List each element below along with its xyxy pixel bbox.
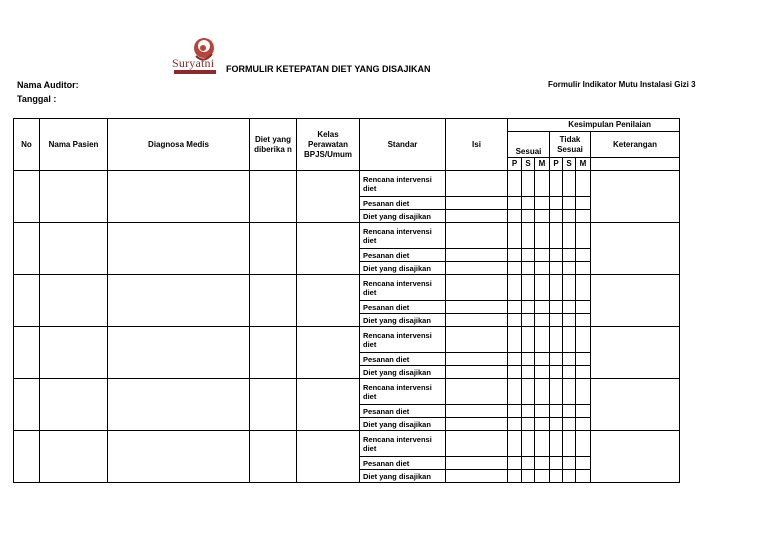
sesuai-m-cell[interactable] [535,249,550,262]
isi-cell[interactable] [446,353,508,366]
header-m: M [535,158,550,171]
sesuai-s-cell[interactable] [522,275,535,301]
sesuai-p-cell[interactable] [508,301,522,314]
header-p: P [508,158,522,171]
tidak-m-cell[interactable] [576,327,591,353]
tidak-s-cell[interactable] [563,210,576,223]
sesuai-p-cell[interactable] [508,405,522,418]
tidak-p-cell[interactable] [550,327,563,353]
sesuai-m-cell[interactable] [535,197,550,210]
sesuai-s-cell[interactable] [522,223,535,249]
tidak-p-cell[interactable] [550,301,563,314]
sesuai-m-cell[interactable] [535,366,550,379]
sesuai-s-cell[interactable] [522,405,535,418]
isi-cell[interactable] [446,249,508,262]
tidak-p-cell[interactable] [550,470,563,483]
tidak-p-cell[interactable] [550,210,563,223]
sesuai-p-cell[interactable] [508,249,522,262]
no-cell[interactable] [14,379,40,431]
sesuai-s-cell[interactable] [522,431,535,457]
standar-cell: Rencana intervensi diet [360,327,446,353]
diet-cell[interactable] [250,275,297,327]
tidak-p-cell[interactable] [550,197,563,210]
sesuai-p-cell[interactable] [508,223,522,249]
diet-cell[interactable] [250,327,297,379]
isi-cell[interactable] [446,418,508,431]
diagnosa-cell[interactable] [108,327,250,379]
isi-cell[interactable] [446,470,508,483]
tidak-s-cell[interactable] [563,197,576,210]
standar-cell: Pesanan diet [360,197,446,210]
sesuai-s-cell[interactable] [522,418,535,431]
sesuai-m-cell[interactable] [535,275,550,301]
diet-cell[interactable] [250,223,297,275]
tidak-m-cell[interactable] [576,418,591,431]
kelas-cell[interactable] [297,431,360,483]
sesuai-p-cell[interactable] [508,353,522,366]
tidak-s-cell[interactable] [563,431,576,457]
standar-cell: Pesanan diet [360,405,446,418]
tidak-m-cell[interactable] [576,275,591,301]
kelas-cell[interactable] [297,379,360,431]
form-title: FORMULIR KETEPATAN DIET YANG DISAJIKAN [226,64,431,74]
isi-cell[interactable] [446,366,508,379]
nama-pasien-cell[interactable] [40,379,108,431]
keterangan-cell[interactable] [591,327,680,379]
header-standar: Standar [360,119,446,171]
sesuai-m-cell[interactable] [535,327,550,353]
standar-cell: Pesanan diet [360,353,446,366]
isi-cell[interactable] [446,327,508,353]
tidak-m-cell[interactable] [576,457,591,470]
isi-cell[interactable] [446,210,508,223]
nama-pasien-cell[interactable] [40,431,108,483]
header-isi: Isi [446,119,508,171]
tidak-m-cell[interactable] [576,301,591,314]
keterangan-cell[interactable] [591,171,680,223]
sesuai-p-cell[interactable] [508,418,522,431]
isi-cell[interactable] [446,405,508,418]
sesuai-s-cell[interactable] [522,249,535,262]
tidak-p-cell[interactable] [550,353,563,366]
sesuai-s-cell[interactable] [522,262,535,275]
tidak-s-cell[interactable] [563,301,576,314]
sesuai-p-cell[interactable] [508,171,522,197]
sesuai-m-cell[interactable] [535,210,550,223]
tidak-p-cell[interactable] [550,457,563,470]
tidak-s-cell[interactable] [563,262,576,275]
sesuai-m-cell[interactable] [535,405,550,418]
sesuai-p-cell[interactable] [508,262,522,275]
sesuai-p-cell[interactable] [508,197,522,210]
sesuai-p-cell[interactable] [508,366,522,379]
header-nama-pasien: Nama Pasien [40,119,108,171]
standar-cell: Pesanan diet [360,249,446,262]
sesuai-s-cell[interactable] [522,171,535,197]
tidak-s-cell[interactable] [563,223,576,249]
no-cell[interactable] [14,223,40,275]
tidak-s-cell[interactable] [563,275,576,301]
isi-cell[interactable] [446,275,508,301]
no-cell[interactable] [14,275,40,327]
header-kesimpulan: Kesimpulan Penilaian [508,119,680,132]
table-row [14,327,680,353]
sesuai-s-cell[interactable] [522,327,535,353]
tidak-m-cell[interactable] [576,470,591,483]
header-diet: Diet yang diberika n [250,119,297,171]
standar-cell: Diet yang disajikan [360,418,446,431]
table-row [14,431,680,457]
assessment-table [13,118,680,483]
sesuai-s-cell[interactable] [522,301,535,314]
tidak-m-cell[interactable] [576,314,591,327]
auditor-label: Nama Auditor: [17,80,79,90]
diet-cell[interactable] [250,171,297,223]
sesuai-p-cell[interactable] [508,314,522,327]
kelas-cell[interactable] [297,171,360,223]
tidak-s-cell[interactable] [563,405,576,418]
no-cell[interactable] [14,431,40,483]
sesuai-p-cell[interactable] [508,275,522,301]
tidak-p-cell[interactable] [550,223,563,249]
sesuai-s-cell[interactable] [522,197,535,210]
sesuai-p-cell[interactable] [508,457,522,470]
keterangan-cell[interactable] [591,379,680,431]
standar-cell: Rencana intervensi diet [360,379,446,405]
standar-cell: Rencana intervensi diet [360,171,446,197]
standar-cell: Diet yang disajikan [360,470,446,483]
kelas-cell[interactable] [297,275,360,327]
nama-pasien-cell[interactable] [40,171,108,223]
tidak-s-cell[interactable] [563,366,576,379]
isi-cell[interactable] [446,262,508,275]
isi-cell[interactable] [446,314,508,327]
tidak-m-cell[interactable] [576,431,591,457]
standar-cell: Diet yang disajikan [360,262,446,275]
header-m: M [576,158,591,171]
isi-cell[interactable] [446,301,508,314]
sesuai-s-cell[interactable] [522,353,535,366]
standar-cell: Pesanan diet [360,457,446,470]
header-keterangan: Keterangan [591,132,680,158]
sesuai-s-cell[interactable] [522,457,535,470]
tidak-p-cell[interactable] [550,366,563,379]
kelas-cell[interactable] [297,327,360,379]
no-cell[interactable] [14,327,40,379]
tidak-m-cell[interactable] [576,405,591,418]
diet-cell[interactable] [250,431,297,483]
standar-cell: Diet yang disajikan [360,366,446,379]
sesuai-s-cell[interactable] [522,210,535,223]
tidak-p-cell[interactable] [550,379,563,405]
sesuai-p-cell[interactable] [508,327,522,353]
tidak-s-cell[interactable] [563,379,576,405]
diagnosa-cell[interactable] [108,171,250,223]
tidak-m-cell[interactable] [576,353,591,366]
isi-cell[interactable] [446,197,508,210]
tidak-m-cell[interactable] [576,366,591,379]
sesuai-p-cell[interactable] [508,431,522,457]
keterangan-cell[interactable] [591,431,680,483]
standar-cell: Diet yang disajikan [360,210,446,223]
isi-cell[interactable] [446,379,508,405]
isi-cell[interactable] [446,431,508,457]
tidak-m-cell[interactable] [576,249,591,262]
logo-brand-text: Suryatni [172,56,215,70]
keterangan-cell[interactable] [591,275,680,327]
tidak-s-cell[interactable] [563,470,576,483]
tidak-m-cell[interactable] [576,197,591,210]
tanggal-label: Tanggal : [17,94,57,104]
sesuai-m-cell[interactable] [535,418,550,431]
standar-cell: Rencana intervensi diet [360,431,446,457]
tidak-p-cell[interactable] [550,249,563,262]
table-row [14,171,680,197]
sesuai-s-cell[interactable] [522,314,535,327]
tidak-s-cell[interactable] [563,249,576,262]
tidak-m-cell[interactable] [576,262,591,275]
sesuai-m-cell[interactable] [535,314,550,327]
table-row [14,223,680,249]
standar-cell: Diet yang disajikan [360,314,446,327]
sesuai-s-cell[interactable] [522,379,535,405]
tidak-s-cell[interactable] [563,457,576,470]
sesuai-m-cell[interactable] [535,431,550,457]
isi-cell[interactable] [446,223,508,249]
tidak-s-cell[interactable] [563,327,576,353]
table-row [14,379,680,405]
header-kelas: Kelas Perawatan BPJS/Umum [297,119,360,171]
diagnosa-cell[interactable] [108,275,250,327]
tidak-m-cell[interactable] [576,171,591,197]
tidak-m-cell[interactable] [576,379,591,405]
sesuai-m-cell[interactable] [535,223,550,249]
header-diagnosa: Diagnosa Medis [108,119,250,171]
tidak-m-cell[interactable] [576,223,591,249]
tidak-p-cell[interactable] [550,405,563,418]
sesuai-m-cell[interactable] [535,457,550,470]
table-row [14,275,680,301]
tidak-p-cell[interactable] [550,431,563,457]
sesuai-m-cell[interactable] [535,301,550,314]
diagnosa-cell[interactable] [108,431,250,483]
tidak-m-cell[interactable] [576,210,591,223]
kelas-cell[interactable] [297,223,360,275]
header-tidak-sesuai: Tidak Sesuai [550,132,591,158]
sesuai-p-cell[interactable] [508,210,522,223]
tidak-s-cell[interactable] [563,353,576,366]
tidak-s-cell[interactable] [563,418,576,431]
nama-pasien-cell[interactable] [40,275,108,327]
isi-cell[interactable] [446,171,508,197]
header-no: No [14,119,40,171]
diagnosa-cell[interactable] [108,379,250,431]
sesuai-m-cell[interactable] [535,470,550,483]
header-sesuai: Sesuai [508,132,550,158]
tidak-p-cell[interactable] [550,262,563,275]
standar-cell: Pesanan diet [360,301,446,314]
header-p: P [550,158,563,171]
nama-pasien-cell[interactable] [40,223,108,275]
keterangan-cell[interactable] [591,223,680,275]
header-s: S [522,158,535,171]
standar-cell: Rencana intervensi diet [360,275,446,301]
suryatni-logo [168,36,224,82]
no-cell[interactable] [14,171,40,223]
header-s: S [563,158,576,171]
nama-pasien-cell[interactable] [40,327,108,379]
sesuai-p-cell[interactable] [508,379,522,405]
isi-cell[interactable] [446,457,508,470]
header-keterangan-spacer [591,158,680,171]
tidak-p-cell[interactable] [550,275,563,301]
indikator-label: Formulir Indikator Mutu Instalasi Gizi 3 [548,80,696,89]
tidak-p-cell[interactable] [550,314,563,327]
diet-cell[interactable] [250,379,297,431]
sesuai-p-cell[interactable] [508,470,522,483]
sesuai-m-cell[interactable] [535,379,550,405]
sesuai-s-cell[interactable] [522,470,535,483]
tidak-s-cell[interactable] [563,314,576,327]
tidak-s-cell[interactable] [563,171,576,197]
tidak-p-cell[interactable] [550,171,563,197]
sesuai-m-cell[interactable] [535,262,550,275]
sesuai-m-cell[interactable] [535,353,550,366]
logo-tagline-bar [174,70,216,74]
sesuai-s-cell[interactable] [522,366,535,379]
tidak-p-cell[interactable] [550,418,563,431]
sesuai-m-cell[interactable] [535,171,550,197]
diagnosa-cell[interactable] [108,223,250,275]
standar-cell: Rencana intervensi diet [360,223,446,249]
